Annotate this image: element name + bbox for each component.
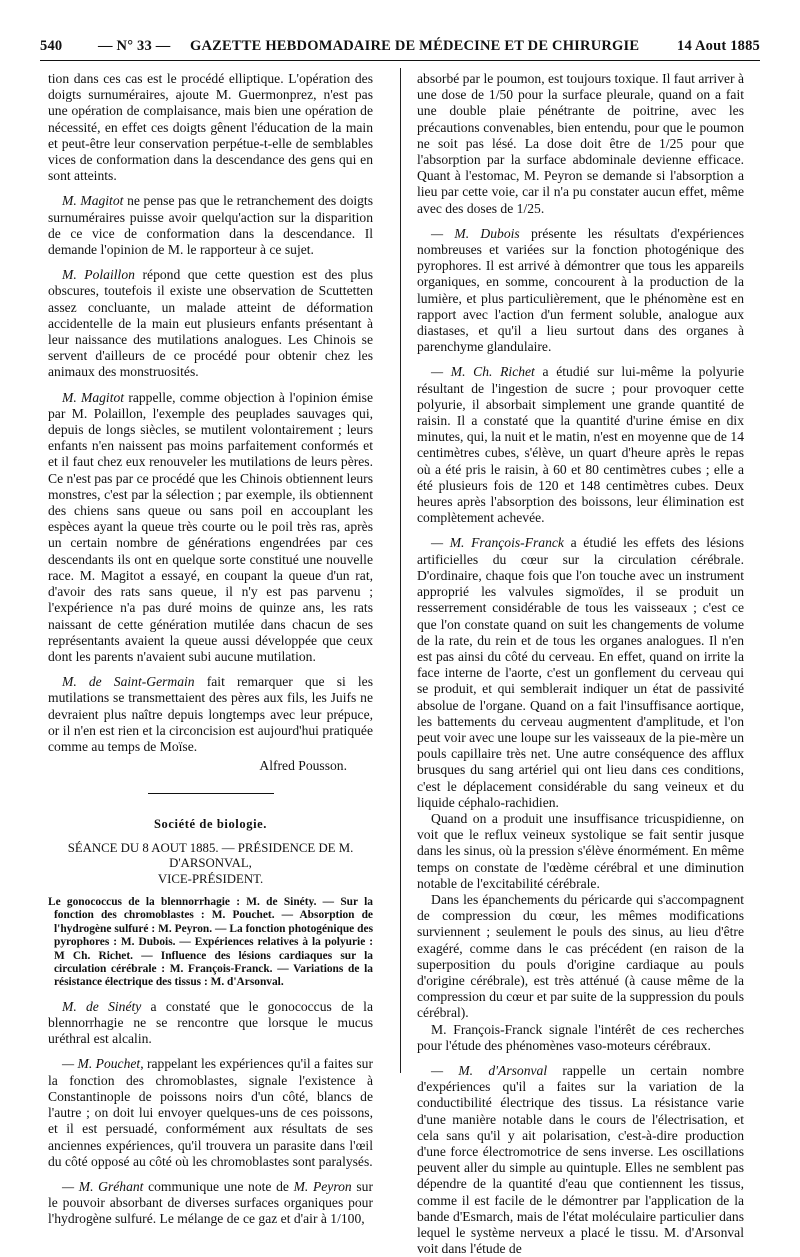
paragraph: M. Polaillon répond que cette question est des plus obscures, toutefois il existe une observation de Scuttetten assez concluante, un malade atteint de déformation accidentelle de la main eut plusieurs enfants présentant à leur naissance des mutilations analogues. Les Chinois se servent d'ailleurs de ce procédé pour obtenir chez les animaux des monstruosités.: [48, 267, 373, 380]
paragraph: — M. Dubois présente les résultats d'expériences nombreuses et variées sur la fonction photogénique des pyrophores. Il est arrivé à démontrer que tous les appareils organiques, en somme, concourent à la production de la lumière, et plus particulièrement, que le phénomène est en rapport avec l'action d'un ferment soluble, analogue aux diastases, et qu'il a lieu surtout dans des organes à parenchyme glandulaire.: [417, 225, 744, 355]
paragraph: absorbé par le poumon, est toujours toxique. Il faut arriver à une dose de 1/50 pour la surface pleurale, quand on a fait une double plaie pénétrante de poitrine, avec les précautions convenables, bien entendu, pour que le poumon ne soit pas lésé. La dose doit être de 1/25 pour que l'absorption par la surface abdominale devienne efficace. Quant à l'estomac, M. Peyron se demande si l'absorption a lieu par cette voie, car il n'a pu constater aucun effet, même avec des doses de 1/25.: [417, 71, 744, 216]
speaker-name: M. de Sinéty: [62, 998, 142, 1014]
paragraph: — M. Pouchet, rappelant les expériences qu'il a faites sur la fonction des chromoblastes, signale l'existence à Constantinople de poissons noirs d'un côté, blancs de l'autre ; on doit lui envoyer quelques-uns de ces poissons, et il est persuadé, conformément aux résultats de ses anciennes expériences, qu'il trouvera un parasite dans l'œil du côté opposé au côté où les chromoblastes sont paralysés.: [48, 1056, 373, 1169]
speaker-name: — M. François-Franck: [431, 535, 564, 551]
session-summary: Le gonococcus de la blennorrhagie : M. de Sinéty. — Sur la fonction des chromoblastes : M. Pouchet. — Absorption de l'hydrogène sulfuré : M. Peyron. — La fonction photogénique des pyrophores : M. Dubois. — Expériences relatives à la polyurie : M Ch. Richet. — Influence des lésions cardiaques sur la circulation cérébrale : M. François-Franck. — Variations de la résistance électrique des tissus : M. d'Arsonval.: [48, 896, 373, 989]
paragraph: M. François-Franck signale l'intérêt de ces recherches pour l'étude des phénomènes vaso-moteurs cérébraux.: [417, 1021, 744, 1053]
paragraph: M. de Sinéty a constaté que le gonococcus de la blennorrhagie ne se rencontre que lorsque le mucus uréthral est alcalin.: [48, 998, 373, 1047]
speaker-name: M. de Saint-Germain: [62, 674, 195, 690]
speaker-name: — M. Ch. Richet: [431, 364, 535, 380]
header-rule: [40, 60, 760, 61]
right-column: [417, 71, 744, 1257]
speaker-name: M. Magitot: [62, 193, 124, 209]
page-number: 540: [40, 38, 63, 54]
speaker-name: — M. Pouchet: [62, 1056, 141, 1072]
paragraph: Quand on a produit une insuffisance tricuspidienne, on voit que le reflux veineux systolique se fait sentir jusque dans les sinus, où la pression s'élève énormément. En même temps on constate de l'œdème cérébral et une diminution notable de l'excitabilité cérébrale.: [417, 810, 744, 891]
speaker-name: M. Magitot: [62, 389, 125, 405]
speaker-name: — M. d'Arsonval: [431, 1062, 548, 1078]
journal-title: GAZETTE HEBDOMADAIRE DE MÉDECINE ET DE CHIRURGIE: [190, 38, 640, 54]
speaker-name: — M. Gréhant: [62, 1178, 144, 1194]
paragraph: M. Magitot rappelle, comme objection à l'opinion émise par M. Polaillon, l'exemple des peuplades sauvages qui, depuis de longs siècles, se mutilent volontairement ; leurs enfants n'en naissent pas moins parfaitement conformés et et il faut chez eux renouveler les mutilations de leurs pères. Ce n'est pas par ce procédé que les Chinois obtiennent leurs monstres, c'est par la sélection ; par exemple, ils obtiennent des chiens sans queue ou sans poil en accouplant les espèces ayant la queue très courte ou le poil très ras, après un certain nombre de générations engendrées par ces descendants ils ont en quelque sorte constitué une nouvelle race. M. Magitot a essayé, en coupant la queue d'un rat, d'avoir des rats sans queue, il n'y est pas parvenu ; l'expérience n'a pas duré moins de quinze ans, les rats naissant de cette génération mutilée dans chacun de ses représentants avaient la queue aussi développée que ceux dont les parents n'avaient subi aucune mutilation.: [48, 389, 373, 664]
paragraph: M. de Saint-Germain fait remarquer que si les mutilations se transmettaient des pères aux fils, les Juifs ne devraient plus naître depuis longtemps avec leur prépuce, or il n'en est rien et la circoncision est aujourd'hui pratiquée comme au temps de Moïse.: [48, 674, 373, 754]
paragraph: — M. Gréhant communique une note de M. Peyron sur le pouvoir absorbant de diverses surfaces organiques pour l'hydrogène sulfuré. Le mélange de ce gaz et d'air à 1/100,: [48, 1178, 373, 1227]
paragraph: — M. d'Arsonval rappelle un certain nombre d'expériences qu'il a faites sur la variation de la conductibilité électrique des tissus. La résistance varie d'une manière notable dans le cours de l'électrisation, et cela sans qu'il y ait polarisation, c'est-à-dire production d'une force électromotrice de sens inverse. Les oscillations peuvent aller du simple au quintuple. Elles ne semblent pas dépendre de la quantité d'eau que contiennent les tissus, comme il est facile de le démontrer par l'application de la bande d'Esmarch, mais de l'état moléculaire particulier dans lequel le système nerveux a placé le tissu. M. d'Arsonval voit dans l'étude de: [417, 1062, 744, 1257]
speaker-name: — M. Dubois: [431, 225, 520, 241]
left-column: [48, 71, 373, 1228]
running-header: [40, 32, 760, 54]
paragraph: Dans les épanchements du péricarde qui s'accompagnent de compression du cœur, les mêmes modifications surviennent ; seulement le pouls des sinus, au lieu d'être exagéré, comme dans le cas précédent (en raison de la superposition du pouls d'origine cardiaque au pouls d'origine cérébrale), est très atténué (à cause même de la compression du cœur et par suite de la suppression du pouls cérébral).: [417, 891, 744, 1021]
section-title: Société de biologie.: [153, 817, 268, 832]
paragraph: M. Magitot ne pense pas que le retranchement des doigts surnuméraires puisse avoir quelqu'action sur la disparition de ce vice de conformation dans la descendance. Il demande l'opinion de M. le rapporteur à ce sujet.: [48, 193, 374, 258]
paragraph: — M. François-Franck a étudié les effets des lésions artificielles du cœur sur la circulation cérébrale. D'ordinaire, chaque fois que l'on touche avec un instrument approprié les valvules sigmoïdes, il se produit un resserrement considérable de tous les vaisseaux ; c'est ce que l'on constate quand on suit les changements de volume de la rate, du rein et de tous les organes analogues. Il n'en est pas ainsi du côté du cerveau. En effet, quand on irrite la face interne de l'aorte, c'est un gonflement du cerveau qui se produit, et qui semblerait indiquer un état de passivité absolue de l'organe. Quand on a fait l'insuffisance aortique, les battements du cerveau augmentent d'amplitude, et l'on peut voir avec une loupe sur les vaisseaux de la pie-mère un pouls capillaire très net. Une autre conséquence des afflux brusques du sang artériel qui ont lieu dans ces conditions, c'est le déplacement considérable du sang veineux et du liquide céphalo-rachidien.: [417, 535, 744, 810]
column-divider: [400, 68, 401, 1073]
issue-number: — N° 33 —: [98, 38, 171, 54]
author-signature: Alfred Pousson.: [259, 758, 347, 774]
issue-date: 14 Aout 1885: [677, 38, 760, 54]
seance-heading: SÉANCE DU 8 AOUT 1885. — PRÉSIDENCE DE M. D'ARSONVAL, VICE-PRÉSIDENT.: [67, 840, 354, 886]
section-separator: [148, 793, 274, 794]
speaker-name: M. Polaillon: [62, 267, 135, 283]
paragraph: tion dans ces cas est le procédé elliptique. L'opération des doigts surnuméraires, ajoute M. Guermonprez, n'est pas une opération de complaisance, mais bien une opération de nécessité, en effet ces doigts gênent l'éducation de la main et peut-être leur conservation perpétue-t-elle de semblables vices de conformation dans la descendance des gens qui en sont atteints.: [48, 71, 373, 184]
paragraph: — M. Ch. Richet a étudié sur lui-même la polyurie résultant de l'ingestion de sucre ; pour provoquer cette polyurie, il absorbait simplement une grande quantité de raisin. Il a constaté que la quantité d'urine émise en dix minutes, qui, la nuit et le matin, n'est en moyenne que de 14 centimètres cubes, s'élève, un quart d'heure après le repas où a été pris le raisin, à 60 et 80 centimètres cubes ; elle a été plusieurs fois de 120 et 148 centimètres cubes. Deux heures après l'absorption des boissons, leur élimination est complètement achevée.: [417, 364, 744, 526]
